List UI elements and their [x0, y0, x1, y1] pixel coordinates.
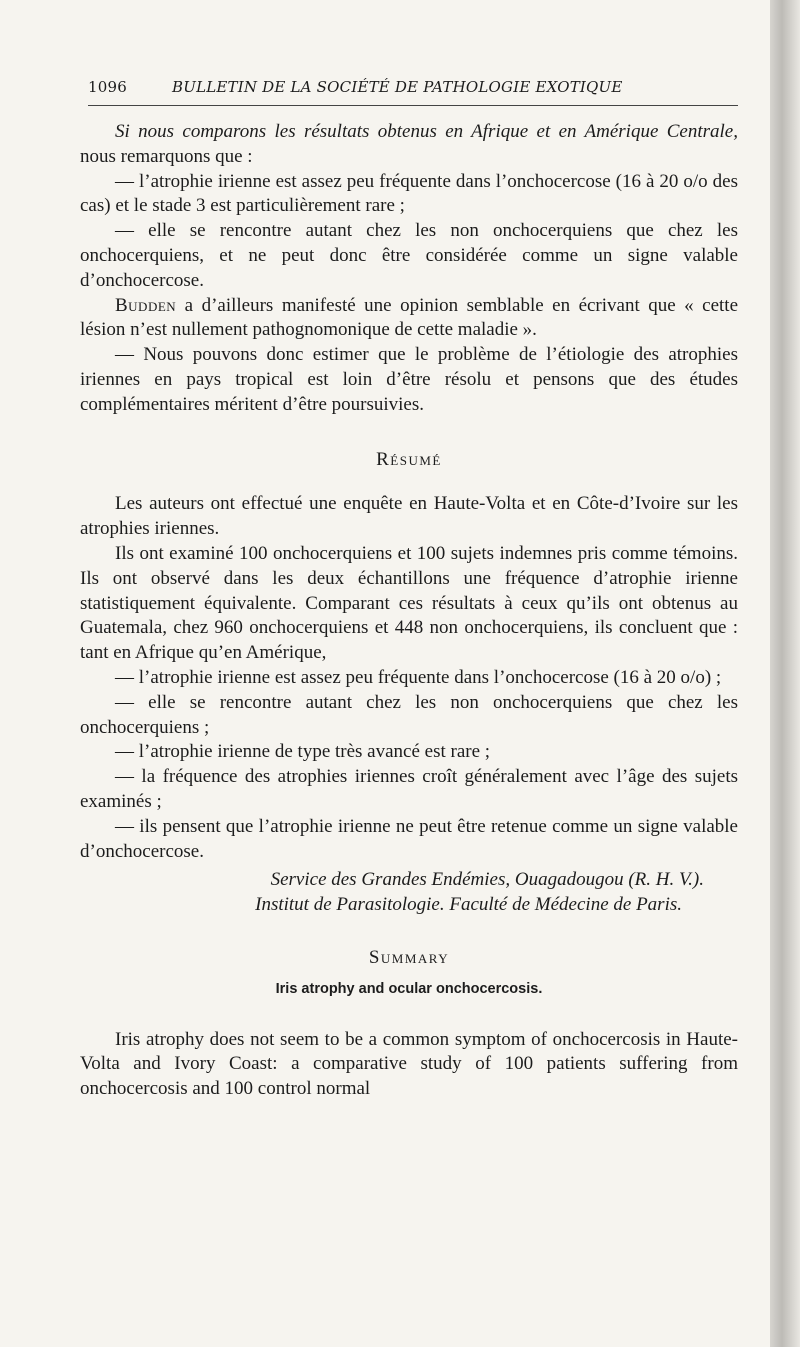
intro-rest: nous remarquons que :: [80, 145, 253, 167]
conclusion-paragraph: — Nous pouvons donc estimer que le problème de l’étiologie des atrophies iriennes en pays tropical est loin d’être résolu et pensons que des études complémentaires méritent d’être poursuivies.: [80, 344, 738, 415]
intro-point: — l’atrophie irienne est assez peu fréquente dans l’onchocercose (16 à 20 o/o des cas) et le stade 3 est particulièrement rare ;: [80, 170, 738, 217]
resume-paragraph: Ils ont examiné 100 onchocerquiens et 100 sujets indemnes pris comme témoins. Ils ont observé dans les deux échantillons une fréquence d’atrophie irienne statistiquement équivalente. Comparant ces résultats à ceux qu’ils ont obtenus au Guatemala, chez 960 onchocerquiens et 448 non onchocerquiens, ils concluent que : tant en Afrique qu’en Amérique,: [80, 542, 738, 664]
resume-heading: Résumé: [376, 448, 442, 470]
intro-point: — elle se rencontre autant chez les non onchocerquiens que chez les onchocerquiens, et ne peut donc être considérée comme un signe valable d’onchocercose.: [80, 220, 738, 291]
resume-point: — l’atrophie irienne est assez peu fréquente dans l’onchocercose (16 à 20 o/o) ;: [115, 666, 722, 688]
affiliation-paris: Institut de Parasitologie. Faculté de Médecine de Paris.: [255, 894, 682, 916]
journal-title: BULLETIN DE LA SOCIÉTÉ DE PATHOLOGIE EXOTIQUE: [172, 78, 623, 96]
intro-paragraph: [80, 120, 738, 170]
author-budden: Budden: [115, 294, 177, 316]
resume-point: — elle se rencontre autant chez les non onchocerquiens que chez les onchocerquiens ;: [80, 691, 738, 738]
summary-subtitle: Iris atrophy and ocular onchocercosis.: [275, 980, 543, 997]
resume-point: — ils pensent que l’atrophie irienne ne peut être retenue comme un signe valable d’onchocercose.: [80, 815, 738, 862]
resume-point: — l’atrophie irienne de type très avancé est rare ;: [115, 741, 491, 763]
page-gutter-shadow: [770, 0, 800, 1347]
summary-paragraph: Iris atrophy does not seem to be a common symptom of onchocercosis in Haute-Volta and Ivory Coast: a comparative study of 100 patients suffering from onchocercosis and 100 control normal: [80, 1028, 738, 1100]
resume-point: — la fréquence des atrophies iriennes croît généralement avec l’âge des sujets examinés ;: [80, 766, 738, 812]
budden-paragraph: [80, 294, 738, 344]
header-rule: [88, 105, 738, 106]
summary-heading: Summary: [368, 946, 450, 968]
budden-text: a d’ailleurs manifesté une opinion semblable en écrivant que « cette lésion n’est nullement pathognomonique de cette maladie ».: [80, 294, 738, 341]
page-number: 1096: [88, 78, 127, 96]
intro-italic: Si nous comparons les résultats obtenus en Afrique et en Amérique Centrale,: [115, 121, 738, 142]
article-body: [80, 120, 738, 1102]
resume-paragraph: Les auteurs ont effectué une enquête en Haute-Volta et en Côte-d’Ivoire sur les atrophies iriennes.: [80, 493, 738, 540]
affiliation-ouagadougou: Service des Grandes Endémies, Ouagadougou (R. H. V.).: [270, 869, 704, 891]
